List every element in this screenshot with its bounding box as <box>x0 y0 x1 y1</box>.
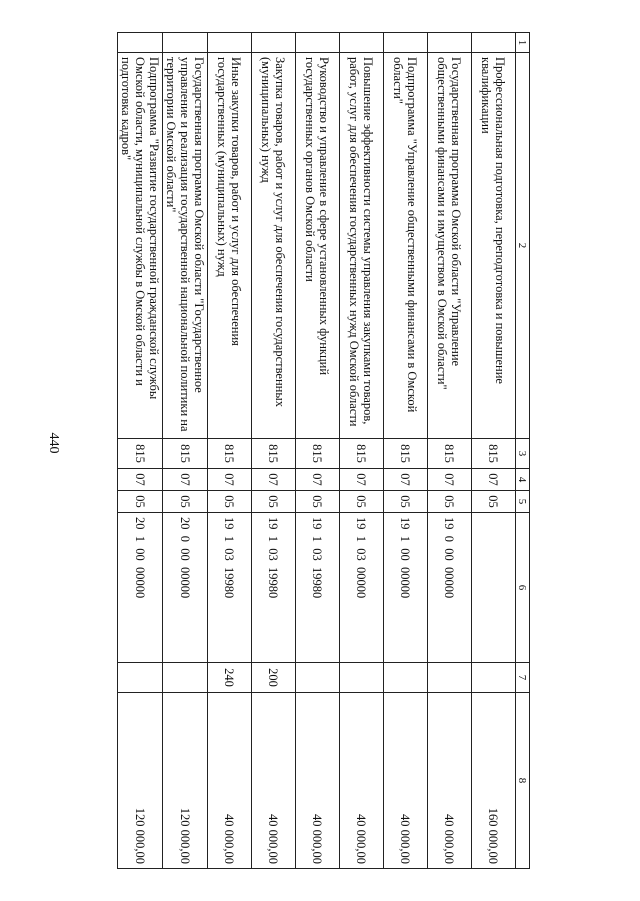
expense-type-code-cell <box>428 663 472 693</box>
subsection-code-cell: 05 <box>118 491 163 513</box>
amount-cell: 120 000,00 <box>163 693 208 869</box>
target-article-code-cell: 19 1 03 19980 <box>296 513 340 663</box>
table-row <box>428 33 472 869</box>
target-article-code-cell: 19 1 00 00000 <box>384 513 428 663</box>
column-header-4: 4 <box>516 469 530 491</box>
table-row <box>472 33 516 869</box>
section-code-cell: 07 <box>384 469 428 491</box>
grbs-code-cell: 815 <box>118 439 163 469</box>
subsection-code-cell: 05 <box>208 491 252 513</box>
row-index-cell <box>163 33 208 53</box>
section-code-cell: 07 <box>118 469 163 491</box>
column-header-7: 7 <box>516 663 530 693</box>
grbs-code-cell: 815 <box>208 439 252 469</box>
table-stage <box>80 32 530 868</box>
item-name-cell: Иные закупки товаров, работ и услуг для обеспечения государственных (муниципальных) нужд <box>208 53 252 439</box>
header-row <box>516 33 530 869</box>
expense-type-code-cell <box>296 663 340 693</box>
section-code-cell: 07 <box>428 469 472 491</box>
row-index-cell <box>340 33 384 53</box>
row-index-cell <box>428 33 472 53</box>
table-row <box>340 33 384 869</box>
row-index-cell <box>118 33 163 53</box>
expense-type-code-cell <box>163 663 208 693</box>
expense-type-code-cell <box>340 663 384 693</box>
target-article-code-cell: 20 1 00 00000 <box>118 513 163 663</box>
amount-cell: 120 000,00 <box>118 693 163 869</box>
expense-type-code-cell: 240 <box>208 663 252 693</box>
target-article-code-cell <box>472 513 516 663</box>
row-index-cell <box>296 33 340 53</box>
grbs-code-cell: 815 <box>384 439 428 469</box>
item-name-cell: Государственная программа Омской области "Управление общественными финансами и имуществом в Омской области" <box>428 53 472 439</box>
subsection-code-cell: 05 <box>384 491 428 513</box>
page-number: 440 <box>46 432 61 454</box>
column-header-6: 6 <box>516 513 530 663</box>
target-article-code-cell: 20 0 00 00000 <box>163 513 208 663</box>
grbs-code-cell: 815 <box>428 439 472 469</box>
subsection-code-cell: 05 <box>296 491 340 513</box>
amount-cell: 40 000,00 <box>428 693 472 869</box>
target-article-code-cell: 19 1 03 19980 <box>252 513 296 663</box>
row-index-cell <box>208 33 252 53</box>
expense-type-code-cell <box>384 663 428 693</box>
amount-cell: 40 000,00 <box>340 693 384 869</box>
rotated-table-wrapper <box>80 32 530 868</box>
amount-cell: 160 000,00 <box>472 693 516 869</box>
section-code-cell: 07 <box>163 469 208 491</box>
item-name-cell: Профессиональная подготовка, переподготовка и повышение квалификации <box>472 53 516 439</box>
row-index-cell <box>384 33 428 53</box>
subsection-code-cell: 05 <box>340 491 384 513</box>
row-index-cell <box>252 33 296 53</box>
item-name-cell: Руководство и управление в сфере установленных функций государственных органов Омской области <box>296 53 340 439</box>
item-name-cell: Государственная программа Омской области "Государственное управление и реализация государственной национальной политики на территории Омской области" <box>163 53 208 439</box>
item-name-cell: Подпрограмма "Развитие государственной гражданской службы Омской области, муниципальной службы в Омской области и подготовка кадров" <box>118 53 163 439</box>
grbs-code-cell: 815 <box>163 439 208 469</box>
column-header-5: 5 <box>516 491 530 513</box>
expense-type-code-cell <box>472 663 516 693</box>
section-code-cell: 07 <box>208 469 252 491</box>
grbs-code-cell: 815 <box>252 439 296 469</box>
subsection-code-cell: 05 <box>472 491 516 513</box>
budget-table <box>117 32 530 869</box>
amount-cell: 40 000,00 <box>252 693 296 869</box>
table-row <box>296 33 340 869</box>
column-header-2: 2 <box>516 53 530 439</box>
section-code-cell: 07 <box>296 469 340 491</box>
column-header-8: 8 <box>516 693 530 869</box>
target-article-code-cell: 19 1 03 19980 <box>208 513 252 663</box>
section-code-cell: 07 <box>340 469 384 491</box>
amount-cell: 40 000,00 <box>384 693 428 869</box>
subsection-code-cell: 05 <box>163 491 208 513</box>
section-code-cell: 07 <box>472 469 516 491</box>
column-header-3: 3 <box>516 439 530 469</box>
section-code-cell: 07 <box>252 469 296 491</box>
expense-type-code-cell <box>118 663 163 693</box>
table-row <box>252 33 296 869</box>
grbs-code-cell: 815 <box>472 439 516 469</box>
item-name-cell: Подпрограмма "Управление общественными финансами в Омской области" <box>384 53 428 439</box>
target-article-code-cell: 19 1 03 00000 <box>340 513 384 663</box>
target-article-code-cell: 19 0 00 00000 <box>428 513 472 663</box>
row-index-cell <box>472 33 516 53</box>
column-header-1: 1 <box>516 33 530 53</box>
table-row <box>384 33 428 869</box>
table-row <box>208 33 252 869</box>
amount-cell: 40 000,00 <box>296 693 340 869</box>
expense-type-code-cell: 200 <box>252 663 296 693</box>
table-row <box>118 33 163 869</box>
grbs-code-cell: 815 <box>340 439 384 469</box>
subsection-code-cell: 05 <box>252 491 296 513</box>
amount-cell: 40 000,00 <box>208 693 252 869</box>
table-row <box>163 33 208 869</box>
item-name-cell: Закупка товаров, работ и услуг для обеспечения государственных (муниципальных) нужд <box>252 53 296 439</box>
grbs-code-cell: 815 <box>296 439 340 469</box>
item-name-cell: Повышение эффективности системы управления закупками товаров, работ, услуг для обеспечения государственных нужд Омской области <box>340 53 384 439</box>
subsection-code-cell: 05 <box>428 491 472 513</box>
